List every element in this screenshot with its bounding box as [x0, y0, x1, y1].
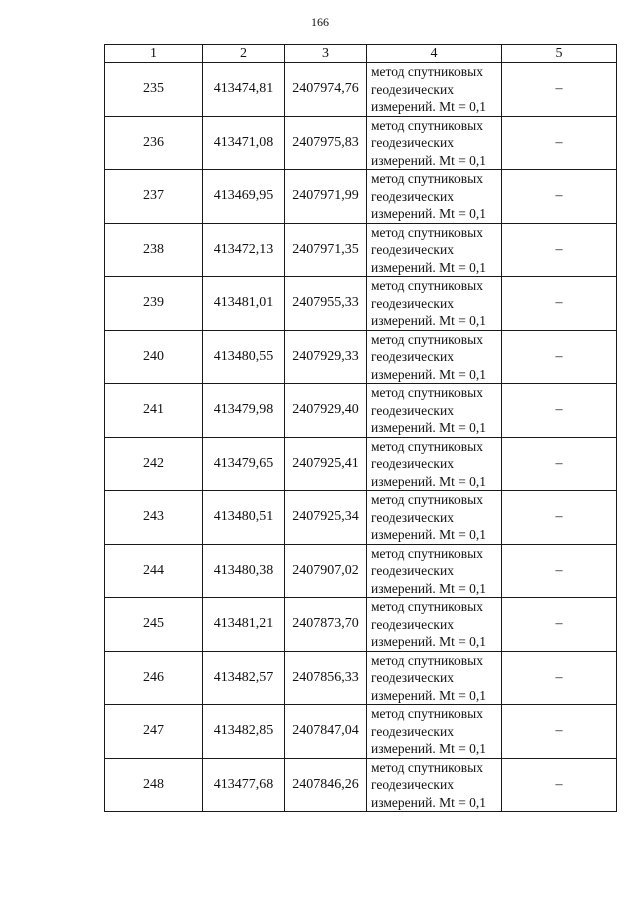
note-cell: – — [502, 491, 617, 545]
method-line: измерений. Mt = 0,1 — [371, 527, 487, 542]
method-line: измерений. Mt = 0,1 — [371, 99, 487, 114]
method-line: геодезических — [371, 295, 454, 311]
point-number-cell: 240 — [105, 330, 203, 384]
method-line: метод спутниковых — [371, 652, 483, 668]
point-number-cell: 241 — [105, 384, 203, 438]
point-number-cell: 242 — [105, 437, 203, 491]
header-col-1: 1 — [105, 45, 203, 63]
page-number: 166 — [311, 15, 329, 29]
method-cell — [367, 277, 502, 331]
method-line: геодезических — [371, 188, 454, 204]
y-coordinate-cell: 2407925,34 — [285, 491, 367, 545]
method-cell — [367, 651, 502, 705]
y-coordinate-cell: 2407955,33 — [285, 277, 367, 331]
method-cell — [367, 330, 502, 384]
note-cell: – — [502, 384, 617, 438]
x-coordinate-cell: 413480,38 — [203, 544, 285, 598]
note-cell: – — [502, 116, 617, 170]
method-line: геодезических — [371, 242, 454, 257]
note-cell: – — [502, 330, 617, 384]
method-line: измерений. Mt = 0,1 — [371, 206, 487, 221]
y-coordinate-cell: 2407847,04 — [285, 705, 367, 759]
method-line: измерений. Mt = 0,1 — [371, 473, 487, 489]
method-line: метод спутниковых — [371, 759, 483, 775]
table-row — [105, 758, 617, 812]
method-line: измерений. Mt = 0,1 — [371, 687, 487, 703]
note-cell: – — [502, 758, 617, 812]
note-cell: – — [502, 598, 617, 652]
coordinates-table — [104, 44, 617, 812]
method-cell — [367, 758, 502, 812]
method-line: метод спутниковых — [371, 64, 483, 79]
x-coordinate-cell: 413479,98 — [203, 384, 285, 438]
table-row — [105, 63, 617, 117]
method-line: геодезических — [371, 402, 454, 418]
x-coordinate-cell: 413480,55 — [203, 330, 285, 384]
method-cell — [367, 598, 502, 652]
method-line: измерений. Mt = 0,1 — [371, 420, 487, 435]
header-col-5: 5 — [502, 45, 617, 63]
header-col-2: 2 — [203, 45, 285, 63]
point-number-cell: 248 — [105, 758, 203, 812]
table-row — [105, 384, 617, 438]
method-line: геодезических — [371, 670, 454, 685]
x-coordinate-cell: 413472,13 — [203, 223, 285, 277]
method-cell — [367, 384, 502, 438]
header-col-3: 3 — [285, 45, 367, 63]
method-line: метод спутниковых — [371, 706, 483, 721]
table-row — [105, 598, 617, 652]
method-line: измерений. Mt = 0,1 — [371, 794, 487, 810]
method-cell — [367, 223, 502, 277]
note-cell: – — [502, 223, 617, 277]
point-number-cell: 243 — [105, 491, 203, 545]
x-coordinate-cell: 413469,95 — [203, 170, 285, 224]
method-line: метод спутниковых — [371, 117, 483, 133]
table-row — [105, 544, 617, 598]
x-coordinate-cell: 413482,57 — [203, 651, 285, 705]
note-cell: – — [502, 277, 617, 331]
point-number-cell: 244 — [105, 544, 203, 598]
y-coordinate-cell: 2407929,33 — [285, 330, 367, 384]
note-cell: – — [502, 651, 617, 705]
method-line: геодезических — [371, 135, 454, 150]
method-line: измерений. Mt = 0,1 — [371, 634, 487, 649]
header-row — [105, 45, 617, 63]
y-coordinate-cell: 2407907,02 — [285, 544, 367, 598]
method-line: измерений. Mt = 0,1 — [371, 580, 487, 596]
header-col-4: 4 — [367, 45, 502, 63]
point-number-cell: 238 — [105, 223, 203, 277]
table-row — [105, 330, 617, 384]
method-line: метод спутниковых — [371, 438, 483, 454]
note-cell: – — [502, 63, 617, 117]
y-coordinate-cell: 2407975,83 — [285, 116, 367, 170]
point-number-cell: 246 — [105, 651, 203, 705]
method-cell — [367, 705, 502, 759]
method-line: метод спутниковых — [371, 385, 483, 400]
method-line: геодезических — [371, 616, 454, 632]
x-coordinate-cell: 413471,08 — [203, 116, 285, 170]
table-row — [105, 223, 617, 277]
y-coordinate-cell: 2407856,33 — [285, 651, 367, 705]
x-coordinate-cell: 413481,21 — [203, 598, 285, 652]
y-coordinate-cell: 2407925,41 — [285, 437, 367, 491]
method-line: геодезических — [371, 456, 454, 471]
method-cell — [367, 63, 502, 117]
x-coordinate-cell: 413474,81 — [203, 63, 285, 117]
method-line: геодезических — [371, 723, 454, 739]
table-row — [105, 491, 617, 545]
y-coordinate-cell: 2407929,40 — [285, 384, 367, 438]
y-coordinate-cell: 2407846,26 — [285, 758, 367, 812]
method-line: геодезических — [371, 563, 454, 578]
method-cell — [367, 544, 502, 598]
table-row — [105, 437, 617, 491]
table-row — [105, 170, 617, 224]
method-line: измерений. Mt = 0,1 — [371, 259, 487, 275]
method-cell — [367, 491, 502, 545]
method-line: метод спутниковых — [371, 278, 483, 293]
point-number-cell: 239 — [105, 277, 203, 331]
x-coordinate-cell: 413481,01 — [203, 277, 285, 331]
note-cell: – — [502, 544, 617, 598]
method-line: измерений. Mt = 0,1 — [371, 366, 487, 382]
method-line: метод спутниковых — [371, 545, 483, 561]
table-row — [105, 705, 617, 759]
y-coordinate-cell: 2407971,99 — [285, 170, 367, 224]
table-header — [105, 45, 617, 63]
table-row — [105, 277, 617, 331]
point-number-cell: 236 — [105, 116, 203, 170]
y-coordinate-cell: 2407873,70 — [285, 598, 367, 652]
y-coordinate-cell: 2407971,35 — [285, 223, 367, 277]
method-line: геодезических — [371, 349, 454, 364]
method-line: метод спутниковых — [371, 331, 483, 347]
table-row — [105, 651, 617, 705]
y-coordinate-cell: 2407974,76 — [285, 63, 367, 117]
x-coordinate-cell: 413480,51 — [203, 491, 285, 545]
method-line: геодезических — [371, 777, 454, 792]
method-line: геодезических — [371, 509, 454, 525]
x-coordinate-cell: 413477,68 — [203, 758, 285, 812]
table-row — [105, 116, 617, 170]
note-cell: – — [502, 705, 617, 759]
x-coordinate-cell: 413479,65 — [203, 437, 285, 491]
method-line: измерений. Mt = 0,1 — [371, 152, 487, 168]
method-cell — [367, 116, 502, 170]
x-coordinate-cell: 413482,85 — [203, 705, 285, 759]
method-line: измерений. Mt = 0,1 — [371, 741, 487, 756]
method-line: метод спутниковых — [371, 599, 483, 614]
point-number-cell: 235 — [105, 63, 203, 117]
table-body — [105, 63, 617, 812]
method-line: метод спутниковых — [371, 224, 483, 240]
method-cell — [367, 170, 502, 224]
point-number-cell: 245 — [105, 598, 203, 652]
point-number-cell: 237 — [105, 170, 203, 224]
note-cell: – — [502, 437, 617, 491]
method-cell — [367, 437, 502, 491]
method-line: метод спутниковых — [371, 171, 483, 186]
point-number-cell: 247 — [105, 705, 203, 759]
note-cell: – — [502, 170, 617, 224]
method-line: измерений. Mt = 0,1 — [371, 313, 487, 328]
method-line: метод спутниковых — [371, 492, 483, 507]
method-line: геодезических — [371, 81, 454, 97]
